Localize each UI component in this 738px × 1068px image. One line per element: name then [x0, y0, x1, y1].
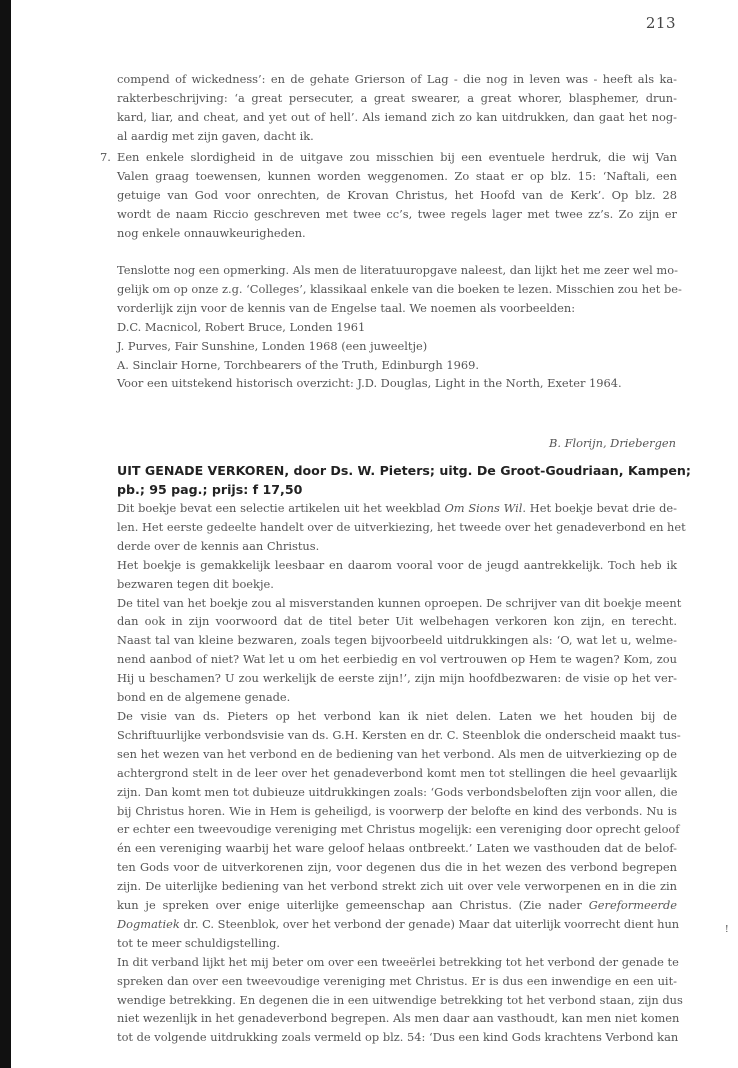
example-item: D.C. Macnicol, Robert Bruce, Londen 1961	[117, 319, 366, 334]
text-line: sen het wezen van het verbond en de bediening van het verbond. Als men de uitverkiezing op de	[117, 746, 677, 761]
book-title: Gereformeerde	[588, 898, 677, 913]
heading-line: pb.; 95 pag.; prijs: f 17,50	[117, 482, 303, 497]
text-line: bij Christus horen. Wie in Hem is geheiligd, is voorwerp der belofte en kind des verbonds. Nu is	[117, 803, 677, 818]
text-line: getuige van God voor onrechten, de Krovan Christus, het Hoofd van de Kerk’. Op blz. 28	[117, 187, 677, 202]
text-line: tot de volgende uitdrukking zoals vermeld op blz. 54: ‘Dus een kind Gods krachtens Verbond kan	[117, 1030, 679, 1045]
text-line: Naast tal van kleine bezwaren, zoals tegen bijvoorbeeld uitdrukkingen als: ‘O, wat let u, welme-	[117, 633, 677, 648]
text-line: Dit boekje bevat een selectie artikelen uit het weekblad Om Sions Wil. Het boekje bevat drie de-	[117, 501, 677, 515]
stray-mark: !	[725, 925, 729, 935]
text-line: len. Het eerste gedeelte handelt over de uitverkiezing, het tweede over het genadeverbond en het	[117, 519, 686, 534]
text-line: ten Gods voor de uitverkorenen zijn, voor degenen dus die in het wezen des verbond begrepen	[117, 860, 677, 875]
text-line: Valen graag toewensen, kunnen worden weggenomen. Zo staat er op blz. 15: ‘Naftali, een	[117, 168, 677, 183]
review-body	[117, 499, 686, 1047]
text-line: zijn. De uiterlijke bediening van het verbond strekt zich uit over vele verworpenen en in die zin	[117, 879, 677, 894]
text-line: niet wezenlijk in het genadeverbond begrepen. Als men daar aan vasthoudt, kan men niet komen	[117, 1011, 680, 1026]
text-line: spreken dan over een tweevoudige vereniging met Christus. Er is dus een inwendige en een uit-	[117, 973, 677, 988]
text-line: bezwaren tegen dit boekje.	[117, 576, 274, 591]
text-line: achtergrond stelt in de leer over het genadeverbond komt men tot stellingen die heel gevaarlijk	[117, 765, 677, 780]
page-number: 213	[645, 14, 676, 32]
text-line: nend aanbod of niet? Wat let u om het eerbiedig en vol vertrouwen op Hem te wagen? Kom, zou	[117, 652, 677, 667]
review-signature: B. Florijn, Driebergen	[548, 436, 676, 450]
text-line: nog enkele onnauwkeurigheden.	[117, 225, 306, 240]
text-line: Schriftuurlijke verbondsvisie van ds. G.H. Kersten en dr. C. Steenblok die onderscheid maakt tus-	[117, 727, 681, 742]
text-line: In dit verband lijkt het mij beter om over een tweeërlei betrekking tot het verbond der genade te	[117, 954, 679, 969]
text-line: Hij u beschamen? U zou werkelijk de eerste zijn!’, zijn mijn hoofdbezwaren: de visie op het ver-	[117, 671, 677, 686]
text-line: én een vereniging waarbij het ware geloof helaas ontbreekt.’ Laten we vasthouden dat de belof-	[117, 841, 677, 856]
text-line: Het boekje is gemakkelijk leesbaar en daarom vooral voor de jeugd aantrekkelijk. Toch heb ik	[117, 557, 677, 572]
heading-line: UIT GENADE VERKOREN, door Ds. W. Pieters; uitg. De Groot-Goudriaan, Kampen;	[117, 463, 691, 478]
text-line: gelijk om op onze z.g. ‘Colleges’, klassikaal enkele van die boeken te lezen. Misschien zou het be-	[117, 281, 682, 296]
text-line: tot te meer schuldigstelling.	[117, 935, 281, 950]
closing-paragraph	[117, 261, 682, 393]
text-line: wordt de naam Riccio geschreven met twee cc’s, twee regels lager met twee zz’s. Zo zijn er	[117, 206, 677, 221]
text-line: De visie van ds. Pieters op het verbond kan ik niet delen. Laten we het houden bij de	[117, 708, 677, 723]
text-line: wendige betrekking. En degenen die in een uitwendige betrekking tot het verbond staan, zijn dus	[117, 992, 683, 1007]
text-line: kun je spreken over enige uiterlijke gemeenschap aan Christus. (Zie nader Gereformeerde	[117, 898, 677, 913]
text-line: vorderlijk zijn voor de kennis van de Engelse taal. We noemen als voorbeelden:	[117, 300, 576, 315]
text-line: er echter een tweevoudige vereniging met Christus mogelijk: een vereniging door oprecht geloof	[117, 822, 680, 837]
text-line: De titel van het boekje zou al misverstanden kunnen oproepen. De schrijver van dit boekje meent	[117, 595, 682, 610]
text-line: Tenslotte nog een opmerking. Als men de literatuuropgave naleest, dan lijkt het me zeer wel mo-	[117, 263, 678, 277]
text-line: bond en de algemene genade.	[117, 690, 291, 705]
example-item: Voor een uitstekend historisch overzicht: J.D. Douglas, Light in the North, Exeter 1964.	[117, 376, 622, 391]
footnote-7	[100, 148, 677, 243]
text-line: rakterbeschrijving: ‘a great persecuter, a great swearer, a great whorer, blasphemer, drun-	[117, 90, 677, 105]
footnote-number: 7.	[100, 150, 111, 164]
periodical-title: Om Sions Wil	[444, 501, 523, 515]
book-title: Dogmatiek	[117, 916, 180, 931]
text-line: al aardig met zijn gaven, dacht ik.	[117, 128, 314, 143]
text-line: derde over de kennis aan Christus.	[117, 538, 320, 553]
scan-binding-edge	[0, 0, 11, 1068]
text-line: Een enkele slordigheid in de uitgave zou misschien bij een eventuele herdruk, die wij Van	[117, 150, 677, 164]
example-item: J. Purves, Fair Sunshine, Londen 1968 (een juweeltje)	[117, 338, 428, 353]
text-line: Dogmatiek dr. C. Steenblok, over het verbond der genade) Maar dat uiterlijk voorrecht dient hun	[117, 916, 680, 931]
review-heading	[117, 461, 691, 499]
text-line: zijn. Dan komt men tot dubieuze uitdrukkingen zoals: ‘Gods verbondsbeloften zijn voor allen, die	[117, 784, 678, 799]
text-line: dan ook in zijn voorwoord dat de titel beter Uit welbehagen verkoren kon zijn, en terecht.	[117, 614, 677, 629]
footnote-continuation	[117, 70, 677, 146]
example-item: A. Sinclair Horne, Torchbearers of the Truth, Edinburgh 1969.	[117, 357, 479, 372]
text-line: compend of wickedness’: en de gehate Grierson of Lag - die nog in leven was - heeft als ka-	[117, 72, 677, 86]
text-line: kard, liar, and cheat, and yet out of hell’. Als iemand zich zo kan uitdrukken, dan gaat het nog-	[117, 109, 677, 124]
